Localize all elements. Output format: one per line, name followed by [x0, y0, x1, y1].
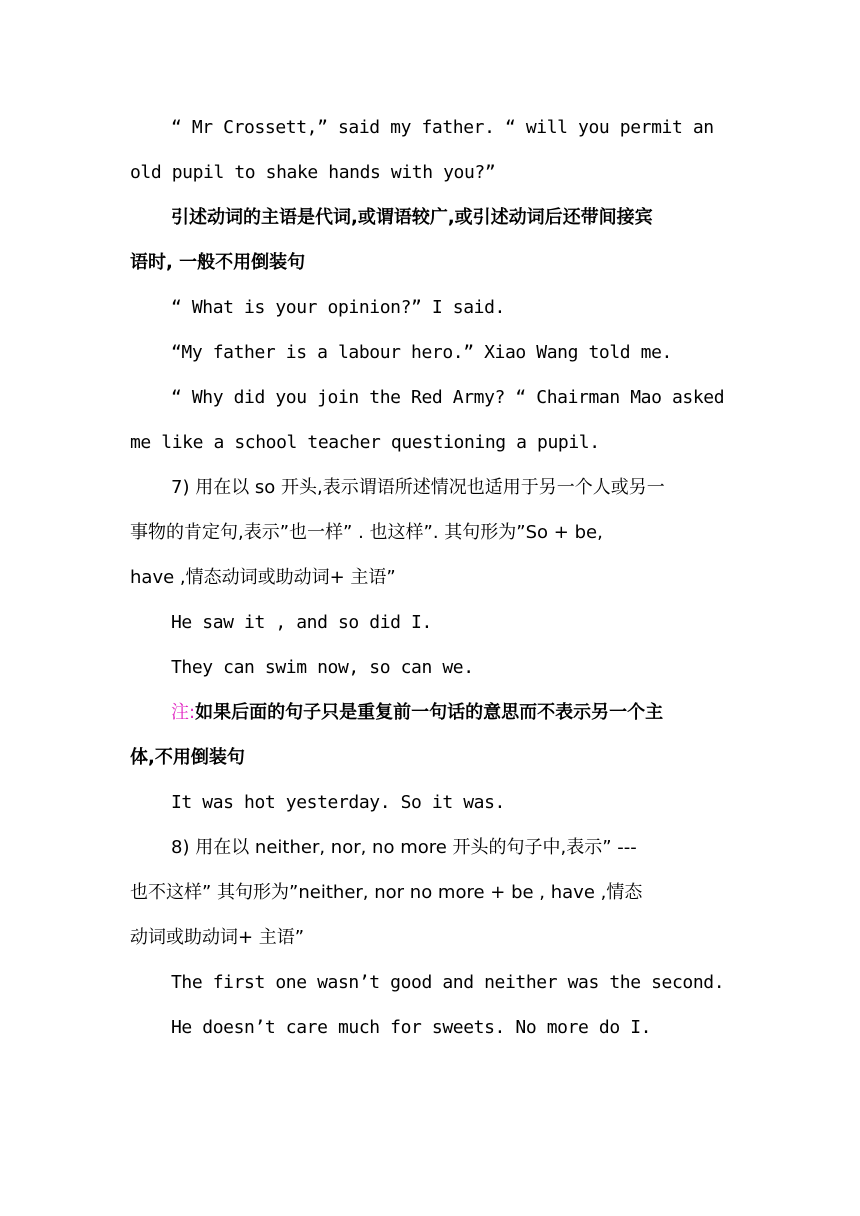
note-text: 如果后面的句子只是重复前一句话的意思而不表示另一个主: [195, 702, 664, 723]
text-line-1: “ Mr Crossett,” said my father. “ will you permit an: [171, 117, 714, 138]
example-line-6: They can swim now, so can we.: [171, 657, 474, 678]
section-7-line-3: have ,情态动词或助动词+ 主语”: [130, 567, 396, 588]
section-7-line-1: 7) 用在以 so 开头,表示谓语所述情况也适用于另一个人或另一: [171, 477, 665, 498]
section-8-line-3: 动词或助动词+ 主语”: [130, 927, 305, 948]
note-line-2: 体,不用倒装句: [130, 747, 245, 768]
section-7-line-2: 事物的肯定句,表示”也一样” . 也这样”. 其句形为”So + be,: [130, 522, 603, 543]
example-line-1: “ What is your opinion?” I said.: [171, 297, 505, 318]
section-8-line-1: 8) 用在以 neither, nor, no more 开头的句子中,表示” ---: [171, 837, 637, 858]
section-8-line-2: 也不这样” 其句形为”neither, nor no more + be , have ,情态: [130, 882, 643, 903]
example-line-8: The first one wasn’t good and neither was the second.: [171, 972, 725, 993]
example-line-4: me like a school teacher questioning a pupil.: [130, 432, 600, 453]
note-label: 注:: [171, 702, 196, 723]
example-line-3: “ Why did you join the Red Army? “ Chairman Mao asked: [171, 387, 725, 408]
text-line-2: old pupil to shake hands with you?”: [130, 162, 496, 183]
rule-line-1: 引述动词的主语是代词,或谓语较广,或引述动词后还带间接宾: [171, 207, 653, 228]
example-line-9: He doesn’t care much for sweets. No more do I.: [171, 1017, 652, 1038]
rule-line-2: 语时, 一般不用倒装句: [130, 252, 306, 273]
example-line-5: He saw it , and so did I.: [171, 612, 432, 633]
document-body: [130, 105, 732, 1050]
example-line-2: “My father is a labour hero.” Xiao Wang told me.: [171, 342, 672, 363]
note-line-1: [130, 690, 732, 735]
example-line-7: It was hot yesterday. So it was.: [171, 792, 505, 813]
